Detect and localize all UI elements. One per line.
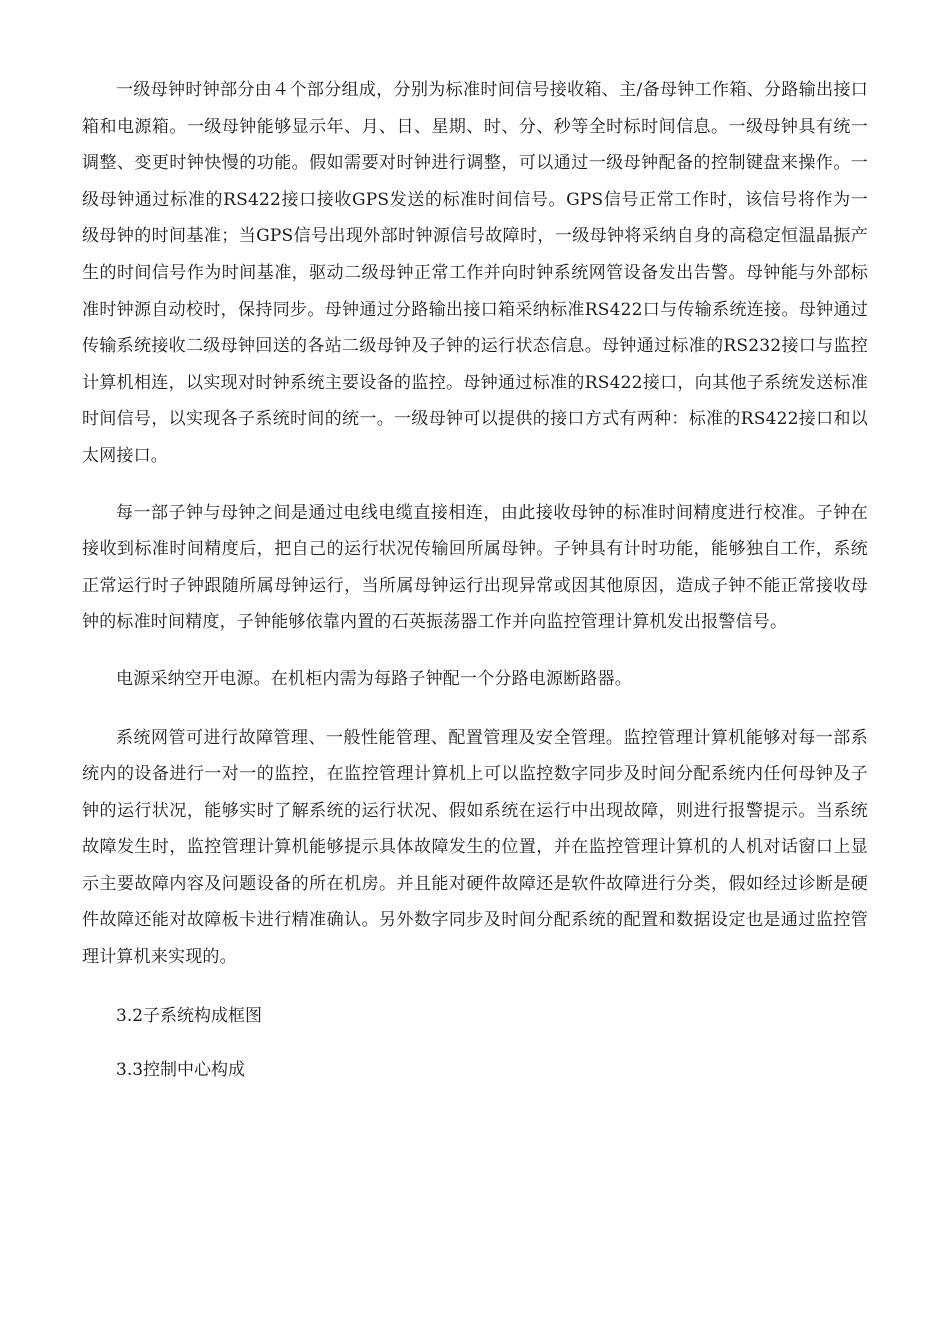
paragraph-sub-clock: 每一部子钟与母钟之间是通过电线电缆直接相连，由此接收母钟的标准时间精度进行校准。子钟在接收到标准时间精度后，把自己的运行状况传输回所属母钟。子钟具有计时功能，能够独自工作，系统正常运行时子钟跟随所属母钟运行，当所属母钟运行出现异常或因其他原因，造成子钟不能正常接收母钟的标准时间精度，子钟能够依靠内置的石英振荡器工作并向监控管理计算机发出报警信号。	[82, 502, 868, 633]
paragraph-master-clock: 一级母钟时钟部分由４个部分组成，分别为标准时间信号接收箱、主/备母钟工作箱、分路输出接口箱和电源箱。一级母钟能够显示年、月、日、星期、时、分、秒等全时标时间信息。一级母钟具有统一调整、变更时钟快慢的功能。假如需要对时钟进行调整，可以通过一级母钟配备的控制键盘来操作。一级母钟通过标准的RS422接口接收GPS发送的标准时间信号。GPS信号正常工作时，该信号将作为一级母钟的时间基准；当GPS信号出现外部时钟源信号故障时，一级母钟将采纳自身的高稳定恒温晶振产生的时间信号作为时间基准，驱动二级母钟正常工作并向时钟系统网管设备发出告警。母钟能与外部标准时钟源自动校时，保持同步。母钟通过分路输出接口箱采纳标准RS422口与传输系统连接。母钟通过传输系统接收二级母钟回送的各站二级母钟及子钟的运行状态信息。母钟通过标准的RS232接口与监控计算机相连，以实现对时钟系统主要设备的监控。母钟通过标准的RS422接口，向其他子系统发送标准时间信号，以实现各子系统时间的统一。一级母钟可以提供的接口方式有两种：标准的RS422接口和以太网接口。	[82, 80, 868, 466]
paragraph-power-supply: 电源采纳空开电源。在机柜内需为每路子钟配一个分路电源断路器。	[116, 668, 632, 689]
section-heading-3-3: 3.3控制中心构成	[116, 1060, 246, 1081]
section-heading-3-2: 3.2子系统构成框图	[116, 1005, 263, 1026]
document-page	[82, 72, 868, 1113]
paragraph-network-management: 系统网管可进行故障管理、一般性能管理、配置管理及安全管理。监控管理计算机能够对每一部系统内的设备进行一对一的监控，在监控管理计算机上可以监控数字同步及时间分配系统内任何母钟及子钟的运行状况，能够实时了解系统的运行状况、假如系统在运行中出现故障，则进行报警提示。当系统故障发生时，监控管理计算机能够提示具体故障发生的位置，并在监控管理计算机的人机对话窗口上显示主要故障内容及问题设备的所在机房。并且能对硬件故障还是软件故障进行分类，假如经过诊断是硬件故障还能对故障板卡进行精准确认。另外数字同步及时间分配系统的配置和数据设定也是通过监控管理计算机来实现的。	[82, 727, 868, 968]
